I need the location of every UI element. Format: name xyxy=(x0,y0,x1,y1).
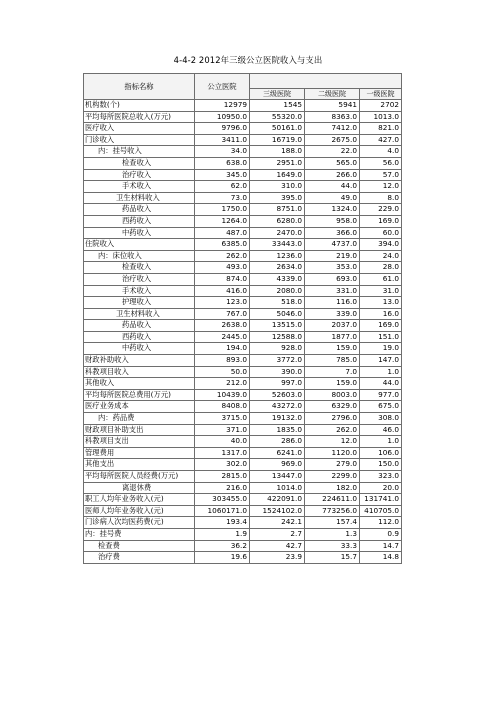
tier3-value: 928.0 xyxy=(250,343,305,355)
table-row xyxy=(84,552,402,564)
tier3-value: 13447.0 xyxy=(250,471,305,483)
tier3-value: 422091.0 xyxy=(250,494,305,506)
tier2-value: 182.0 xyxy=(305,482,360,494)
tier2-value: 366.0 xyxy=(305,227,360,239)
tier1-value: 394.0 xyxy=(360,239,402,251)
header-tier-group xyxy=(250,74,402,89)
tier1-value: 1013.0 xyxy=(360,111,402,123)
public-hospital-value: 1317.0 xyxy=(195,447,250,459)
tier1-value: 4.0 xyxy=(360,146,402,158)
tier2-value: 693.0 xyxy=(305,273,360,285)
tier2-value: 331.0 xyxy=(305,285,360,297)
public-hospital-value: 1060171.0 xyxy=(195,505,250,517)
public-hospital-value: 62.0 xyxy=(195,181,250,193)
tier1-value: 46.0 xyxy=(360,424,402,436)
public-hospital-value: 50.0 xyxy=(195,366,250,378)
row-label: 住院收入 xyxy=(84,239,195,251)
tier1-value: 28.0 xyxy=(360,262,402,274)
tier1-value: 56.0 xyxy=(360,157,402,169)
tier2-value: 15.7 xyxy=(305,552,360,564)
tier2-value: 44.0 xyxy=(305,181,360,193)
row-label: 护理收入 xyxy=(84,297,195,309)
table-row xyxy=(84,494,402,506)
table-row xyxy=(84,540,402,552)
row-label: 治疗收入 xyxy=(84,169,195,181)
row-label: 其他收入 xyxy=(84,378,195,390)
tier1-value: 821.0 xyxy=(360,123,402,135)
tier2-value: 1.3 xyxy=(305,528,360,540)
public-hospital-value: 9796.0 xyxy=(195,123,250,135)
public-hospital-value: 1.9 xyxy=(195,528,250,540)
table-row xyxy=(84,320,402,332)
tier3-value: 23.9 xyxy=(250,552,305,564)
tier3-value: 33443.0 xyxy=(250,239,305,251)
public-hospital-value: 40.0 xyxy=(195,436,250,448)
row-label: 中药收入 xyxy=(84,227,195,239)
tier1-value: 112.0 xyxy=(360,517,402,529)
tier2-value: 339.0 xyxy=(305,308,360,320)
table-row xyxy=(84,343,402,355)
table-row xyxy=(84,528,402,540)
public-hospital-value: 1264.0 xyxy=(195,215,250,227)
table-row xyxy=(84,471,402,483)
tier2-value: 49.0 xyxy=(305,192,360,204)
tier3-value: 1236.0 xyxy=(250,250,305,262)
public-hospital-value: 3715.0 xyxy=(195,413,250,425)
row-label: 财政项目补助支出 xyxy=(84,424,195,436)
table-row xyxy=(84,413,402,425)
tier1-value: 60.0 xyxy=(360,227,402,239)
tier1-value: 427.0 xyxy=(360,134,402,146)
tier1-value: 12.0 xyxy=(360,181,402,193)
public-hospital-value: 493.0 xyxy=(195,262,250,274)
tier3-value: 43272.0 xyxy=(250,401,305,413)
tier3-value: 42.7 xyxy=(250,540,305,552)
tier1-value: 19.0 xyxy=(360,343,402,355)
tier2-value: 958.0 xyxy=(305,215,360,227)
tier3-value: 12588.0 xyxy=(250,331,305,343)
public-hospital-value: 371.0 xyxy=(195,424,250,436)
table-row xyxy=(84,146,402,158)
tier1-value: 308.0 xyxy=(360,413,402,425)
row-label: 离退休费 xyxy=(84,482,195,494)
public-hospital-value: 893.0 xyxy=(195,355,250,367)
table-row xyxy=(84,482,402,494)
row-label: 检查费 xyxy=(84,540,195,552)
tier3-value: 50161.0 xyxy=(250,123,305,135)
row-label: 治疗收入 xyxy=(84,273,195,285)
row-label: 平均每所医院总费用(万元) xyxy=(84,389,195,401)
tier2-value: 8003.0 xyxy=(305,389,360,401)
tier1-value: 977.0 xyxy=(360,389,402,401)
tier3-value: 1649.0 xyxy=(250,169,305,181)
data-table xyxy=(83,73,402,564)
row-label: 内：床位收入 xyxy=(84,250,195,262)
public-hospital-value: 303455.0 xyxy=(195,494,250,506)
tier2-value: 773256.0 xyxy=(305,505,360,517)
tier1-value: 14.8 xyxy=(360,552,402,564)
tier2-value: 159.0 xyxy=(305,378,360,390)
header-tier1: 一级医院 xyxy=(360,89,402,100)
public-hospital-value: 123.0 xyxy=(195,297,250,309)
tier2-value: 262.0 xyxy=(305,424,360,436)
table-row xyxy=(84,517,402,529)
page-title: 4-4-2 2012年三级公立医院收入与支出 xyxy=(173,55,323,65)
tier2-value: 7412.0 xyxy=(305,123,360,135)
tier2-value: 12.0 xyxy=(305,436,360,448)
public-hospital-value: 10439.0 xyxy=(195,389,250,401)
tier1-value: 131741.0 xyxy=(360,494,402,506)
public-hospital-value: 416.0 xyxy=(195,285,250,297)
row-label: 药品收入 xyxy=(84,204,195,216)
tier2-value: 4737.0 xyxy=(305,239,360,251)
tier1-value: 323.0 xyxy=(360,471,402,483)
tier1-value: 57.0 xyxy=(360,169,402,181)
table-row xyxy=(84,331,402,343)
tier3-value: 2.7 xyxy=(250,528,305,540)
table-row xyxy=(84,424,402,436)
table-row xyxy=(84,250,402,262)
tier3-value: 390.0 xyxy=(250,366,305,378)
table-row xyxy=(84,378,402,390)
row-label: 医疗业务成本 xyxy=(84,401,195,413)
tier2-value: 2037.0 xyxy=(305,320,360,332)
public-hospital-value: 10950.0 xyxy=(195,111,250,123)
table-row xyxy=(84,169,402,181)
tier2-value: 6329.0 xyxy=(305,401,360,413)
tier1-value: 1.0 xyxy=(360,366,402,378)
public-hospital-value: 487.0 xyxy=(195,227,250,239)
tier3-value: 2470.0 xyxy=(250,227,305,239)
tier1-value: 169.0 xyxy=(360,320,402,332)
tier3-value: 395.0 xyxy=(250,192,305,204)
tier1-value: 106.0 xyxy=(360,447,402,459)
tier1-value: 151.0 xyxy=(360,331,402,343)
table-row xyxy=(84,355,402,367)
tier3-value: 52603.0 xyxy=(250,389,305,401)
table-row xyxy=(84,111,402,123)
tier2-value: 33.3 xyxy=(305,540,360,552)
tier2-value: 8363.0 xyxy=(305,111,360,123)
tier1-value: 169.0 xyxy=(360,215,402,227)
table-row xyxy=(84,157,402,169)
table-row xyxy=(84,285,402,297)
public-hospital-value: 216.0 xyxy=(195,482,250,494)
tier1-value: 147.0 xyxy=(360,355,402,367)
public-hospital-value: 2815.0 xyxy=(195,471,250,483)
row-label: 门诊收入 xyxy=(84,134,195,146)
header-indicator: 指标名称 xyxy=(84,74,195,100)
table-row xyxy=(84,262,402,274)
row-label: 卫生材料收入 xyxy=(84,192,195,204)
public-hospital-value: 8408.0 xyxy=(195,401,250,413)
table-row xyxy=(84,273,402,285)
row-label: 药品收入 xyxy=(84,320,195,332)
row-label: 手术收入 xyxy=(84,285,195,297)
row-label: 医师人均年业务收入(元) xyxy=(84,505,195,517)
public-hospital-value: 767.0 xyxy=(195,308,250,320)
tier1-value: 675.0 xyxy=(360,401,402,413)
tier3-value: 242.1 xyxy=(250,517,305,529)
table-row xyxy=(84,227,402,239)
public-hospital-value: 638.0 xyxy=(195,157,250,169)
header-tier2: 二级医院 xyxy=(305,89,360,100)
tier2-value: 116.0 xyxy=(305,297,360,309)
tier3-value: 997.0 xyxy=(250,378,305,390)
tier3-value: 8751.0 xyxy=(250,204,305,216)
tier3-value: 1014.0 xyxy=(250,482,305,494)
table-row xyxy=(84,447,402,459)
tier3-value: 2080.0 xyxy=(250,285,305,297)
public-hospital-value: 874.0 xyxy=(195,273,250,285)
row-label: 检查收入 xyxy=(84,262,195,274)
row-label: 管理费用 xyxy=(84,447,195,459)
table-row xyxy=(84,192,402,204)
tier2-value: 266.0 xyxy=(305,169,360,181)
tier3-value: 969.0 xyxy=(250,459,305,471)
tier1-value: 24.0 xyxy=(360,250,402,262)
table-row xyxy=(84,239,402,251)
public-hospital-value: 19.6 xyxy=(195,552,250,564)
tier2-value: 1120.0 xyxy=(305,447,360,459)
tier2-value: 785.0 xyxy=(305,355,360,367)
tier3-value: 5046.0 xyxy=(250,308,305,320)
tier2-value: 157.4 xyxy=(305,517,360,529)
row-label: 检查收入 xyxy=(84,157,195,169)
tier3-value: 55320.0 xyxy=(250,111,305,123)
tier2-value: 2299.0 xyxy=(305,471,360,483)
table-row xyxy=(84,181,402,193)
tier3-value: 3772.0 xyxy=(250,355,305,367)
tier3-value: 188.0 xyxy=(250,146,305,158)
table-row xyxy=(84,366,402,378)
table-row xyxy=(84,459,402,471)
public-hospital-value: 36.2 xyxy=(195,540,250,552)
row-label: 科教项目收入 xyxy=(84,366,195,378)
table-row xyxy=(84,204,402,216)
tier3-value: 310.0 xyxy=(250,181,305,193)
table-row xyxy=(84,123,402,135)
public-hospital-value: 3411.0 xyxy=(195,134,250,146)
row-label: 医疗收入 xyxy=(84,123,195,135)
public-hospital-value: 194.0 xyxy=(195,343,250,355)
tier1-value: 2702 xyxy=(360,100,402,112)
row-label: 财政补助收入 xyxy=(84,355,195,367)
tier2-value: 224611.0 xyxy=(305,494,360,506)
tier2-value: 219.0 xyxy=(305,250,360,262)
tier2-value: 7.0 xyxy=(305,366,360,378)
tier2-value: 565.0 xyxy=(305,157,360,169)
tier2-value: 5941 xyxy=(305,100,360,112)
tier3-value: 2634.0 xyxy=(250,262,305,274)
tier2-value: 279.0 xyxy=(305,459,360,471)
row-label: 治疗费 xyxy=(84,552,195,564)
row-label: 西药收入 xyxy=(84,215,195,227)
tier3-value: 16719.0 xyxy=(250,134,305,146)
row-label: 机构数(个) xyxy=(84,100,195,112)
public-hospital-value: 73.0 xyxy=(195,192,250,204)
tier2-value: 22.0 xyxy=(305,146,360,158)
public-hospital-value: 193.4 xyxy=(195,517,250,529)
row-label: 内：挂号收入 xyxy=(84,146,195,158)
tier2-value: 1877.0 xyxy=(305,331,360,343)
public-hospital-value: 345.0 xyxy=(195,169,250,181)
tier1-value: 13.0 xyxy=(360,297,402,309)
public-hospital-value: 302.0 xyxy=(195,459,250,471)
tier3-value: 1545 xyxy=(250,100,305,112)
public-hospital-value: 2445.0 xyxy=(195,331,250,343)
tier2-value: 2796.0 xyxy=(305,413,360,425)
table-row xyxy=(84,100,402,112)
tier3-value: 6280.0 xyxy=(250,215,305,227)
tier1-value: 150.0 xyxy=(360,459,402,471)
tier3-value: 4339.0 xyxy=(250,273,305,285)
public-hospital-value: 6385.0 xyxy=(195,239,250,251)
tier1-value: 20.0 xyxy=(360,482,402,494)
row-label: 门诊病人次均医药费(元) xyxy=(84,517,195,529)
tier1-value: 1.0 xyxy=(360,436,402,448)
table-row xyxy=(84,389,402,401)
row-label: 手术收入 xyxy=(84,181,195,193)
tier3-value: 19132.0 xyxy=(250,413,305,425)
tier3-value: 1835.0 xyxy=(250,424,305,436)
header-tier3: 三级医院 xyxy=(250,89,305,100)
tier1-value: 16.0 xyxy=(360,308,402,320)
tier1-value: 229.0 xyxy=(360,204,402,216)
public-hospital-value: 12979 xyxy=(195,100,250,112)
public-hospital-value: 2638.0 xyxy=(195,320,250,332)
public-hospital-value: 212.0 xyxy=(195,378,250,390)
tier2-value: 353.0 xyxy=(305,262,360,274)
header-public-hospital: 公立医院 xyxy=(195,74,250,100)
tier2-value: 159.0 xyxy=(305,343,360,355)
table-row xyxy=(84,401,402,413)
row-label: 内：药品费 xyxy=(84,413,195,425)
row-label: 卫生材料收入 xyxy=(84,308,195,320)
tier3-value: 2951.0 xyxy=(250,157,305,169)
tier3-value: 6241.0 xyxy=(250,447,305,459)
row-label: 职工人均年业务收入(元) xyxy=(84,494,195,506)
public-hospital-value: 34.0 xyxy=(195,146,250,158)
tier3-value: 13515.0 xyxy=(250,320,305,332)
table-row xyxy=(84,134,402,146)
tier3-value: 286.0 xyxy=(250,436,305,448)
public-hospital-value: 1750.0 xyxy=(195,204,250,216)
table-row xyxy=(84,215,402,227)
public-hospital-value: 262.0 xyxy=(195,250,250,262)
row-label: 平均每所医院总收入(万元) xyxy=(84,111,195,123)
tier1-value: 8.0 xyxy=(360,192,402,204)
table-row xyxy=(84,308,402,320)
row-label: 其他支出 xyxy=(84,459,195,471)
tier1-value: 0.9 xyxy=(360,528,402,540)
row-label: 平均每所医院人员经费(万元) xyxy=(84,471,195,483)
table-row xyxy=(84,436,402,448)
row-label: 内：挂号费 xyxy=(84,528,195,540)
table-row xyxy=(84,297,402,309)
tier3-value: 1524102.0 xyxy=(250,505,305,517)
row-label: 中药收入 xyxy=(84,343,195,355)
tier2-value: 2675.0 xyxy=(305,134,360,146)
tier1-value: 410705.0 xyxy=(360,505,402,517)
tier2-value: 1324.0 xyxy=(305,204,360,216)
row-label: 科教项目支出 xyxy=(84,436,195,448)
row-label: 西药收入 xyxy=(84,331,195,343)
table-row xyxy=(84,505,402,517)
tier1-value: 14.7 xyxy=(360,540,402,552)
tier1-value: 44.0 xyxy=(360,378,402,390)
tier1-value: 31.0 xyxy=(360,285,402,297)
tier3-value: 518.0 xyxy=(250,297,305,309)
tier1-value: 61.0 xyxy=(360,273,402,285)
